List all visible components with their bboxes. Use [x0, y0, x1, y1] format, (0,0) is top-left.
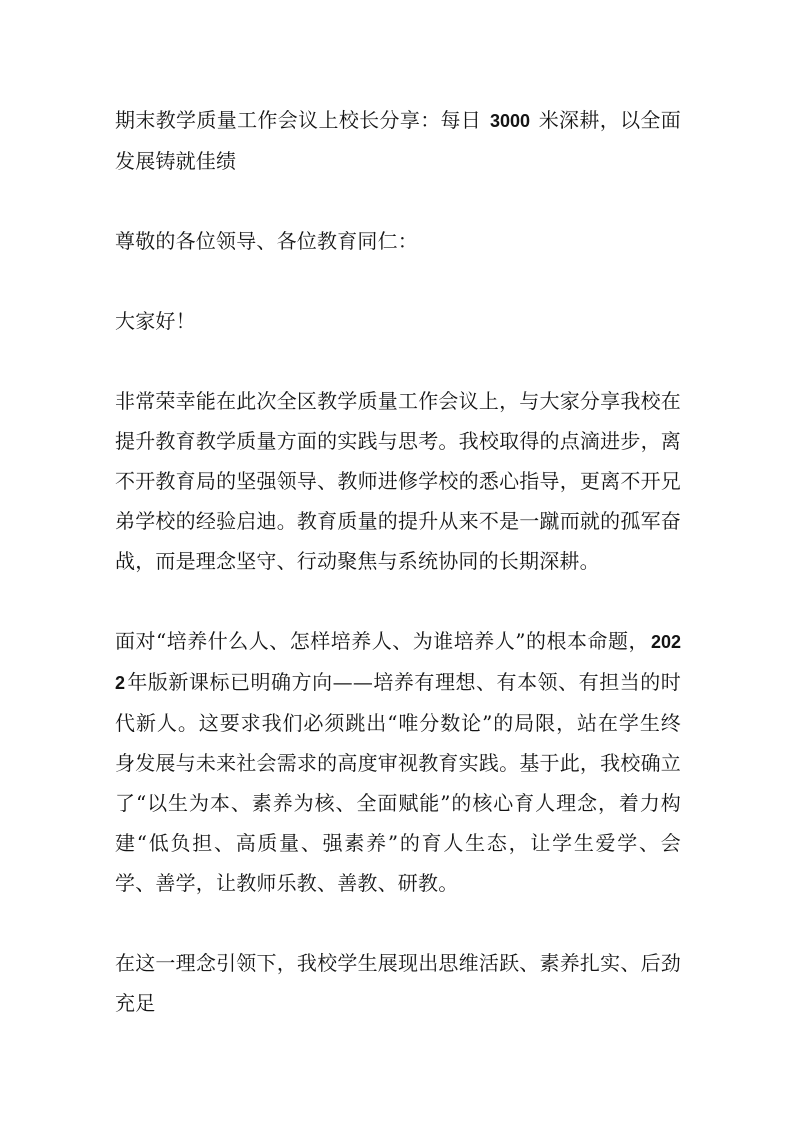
- body-paragraph-3: 在这一理念引领下，我校学生展现出思维活跃、素养扎实、后劲充足: [115, 951, 681, 1015]
- document-title: [115, 100, 681, 181]
- document-title-prefix: 期末教学质量工作会议上校长分享：每日: [115, 108, 488, 132]
- body-paragraph-1: 非常荣幸能在此次全区教学质量工作会议上，与大家分享我校在提升教育教学质量方面的实践与思考。我校取得的点滴进步，离不开教育局的坚强领导、教师进修学校的悉心指导，更离不开兄弟学校的经验启迪。教育质量的提升从来不是一蹴而就的孤军奋战，而是理念坚守、行动聚焦与系统协同的长期深耕。: [115, 389, 681, 573]
- document-title-suffix: 米深耕，以全面发展铸就佳绩: [115, 108, 681, 173]
- greeting-line: 大家好！: [115, 309, 196, 333]
- body-paragraph-2-year: 2022: [115, 632, 681, 693]
- body-paragraph-2-suffix: 年版新课标已明确方向——培养有理想、有本领、有担当的时代新人。这要求我们必须跳出“唯分数论”的局限，站在学生终身发展与未来社会需求的高度审视教育实践。基于此，我校确立了“以生为本、素养为核、全面赋能”的核心育人理念，着力构建“低负担、高质量、强素养”的育人生态，让学生爱学、会学、善学，让教师乐教、善教、研教。: [115, 670, 681, 895]
- body-paragraph-2: [115, 621, 681, 903]
- salutation-line: 尊敬的各位领导、各位教育同仁：: [115, 229, 418, 253]
- document-title-number: 3000: [489, 111, 530, 131]
- document-body: [115, 100, 681, 1023]
- body-paragraph-2-prefix: 面对“培养什么人、怎样培养人、为谁培养人”的根本命题，: [115, 629, 649, 653]
